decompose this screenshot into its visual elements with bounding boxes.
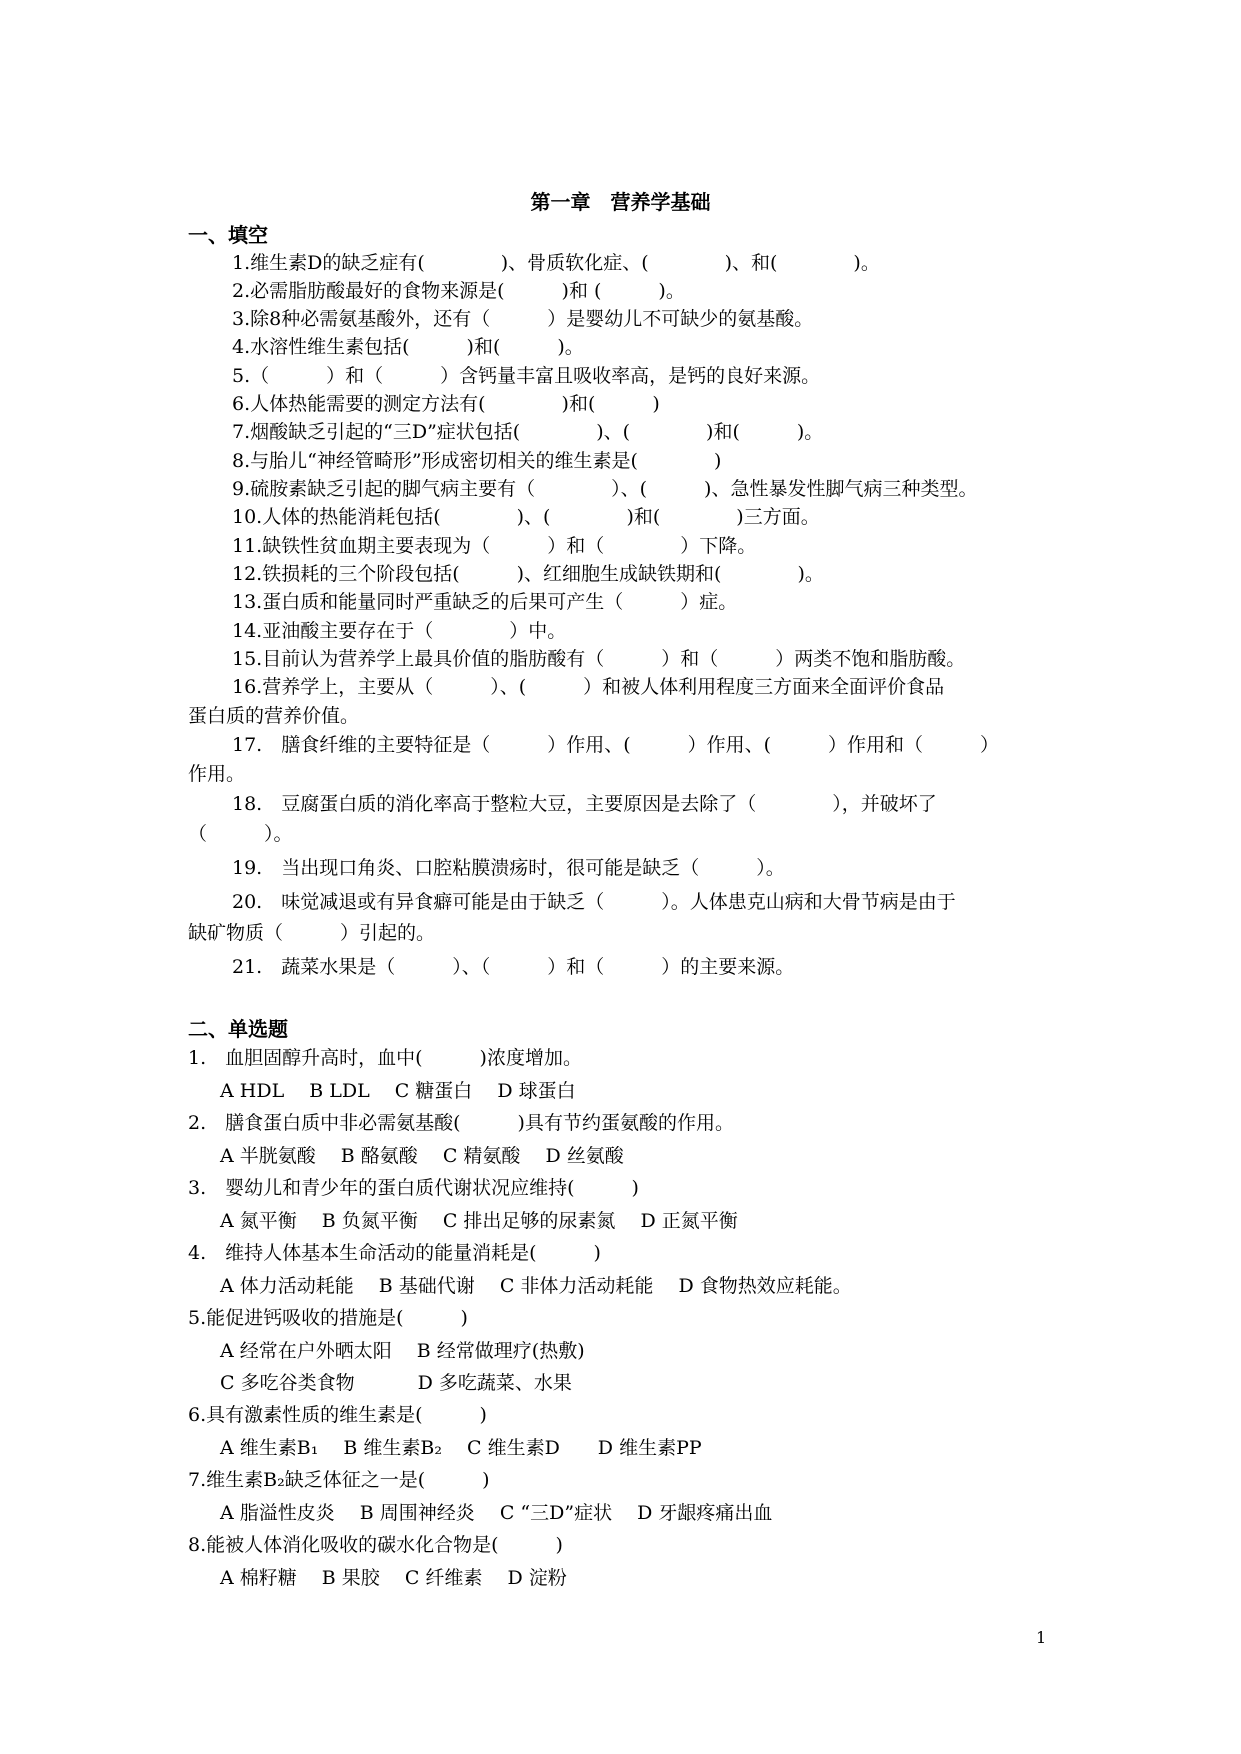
fill-item-20: 20. 味觉减退或有异食癖可能是由于缺乏（ ）。人体患克山病和大骨节病是由于 [232,891,956,913]
fill-item-8: 8.与胎儿“神经管畸形”形成密切相关的维生素是( ) [232,450,722,472]
choice-q6-options: A 维生素B₁ B 维生素B₂ C 维生素D D 维生素PP [220,1437,702,1459]
fill-item-12: 12.铁损耗的三个阶段包括( )、红细胞生成缺铁期和( )。 [232,563,824,585]
choice-q3: 3. 婴幼儿和青少年的蛋白质代谢状况应维持( ) [188,1177,639,1199]
fill-item-21: 21. 蔬菜水果是（ ）、（ ）和（ ）的主要来源。 [232,956,795,978]
page-number: 1 [1036,1628,1047,1647]
fill-item-17-cont: 作用。 [188,763,246,785]
fill-item-16: 16.营养学上，主要从（ ）、( ）和被人体利用程度三方面来全面评价食品 [232,676,945,698]
fill-item-2: 2.必需脂肪酸最好的食物来源是( )和 ( )。 [232,280,685,302]
fill-item-4: 4.水溶性维生素包括( )和( )。 [232,336,584,358]
fill-item-14: 14.亚油酸主要存在于（ ）中。 [232,620,567,642]
choice-q5-options-b: C 多吃谷类食物 D 多吃蔬菜、水果 [220,1372,572,1394]
fill-item-13: 13.蛋白质和能量同时严重缺乏的后果可产生（ ）症。 [232,591,738,613]
choice-q3-options: A 氮平衡 B 负氮平衡 C 排出足够的尿素氮 D 正氮平衡 [220,1210,738,1232]
fill-item-7: 7.烟酸缺乏引起的“三D”症状包括( )、( )和( )。 [232,421,824,443]
choice-q7: 7.维生素B₂缺乏体征之一是( ) [188,1469,490,1491]
section-fill-header: 一、填空 [188,223,268,247]
choice-q5-options-a: A 经常在户外晒太阳 B 经常做理疗(热敷) [220,1340,585,1362]
choice-q8-options: A 棉籽糖 B 果胶 C 纤维素 D 淀粉 [220,1567,567,1589]
choice-q6: 6.具有激素性质的维生素是( ) [188,1404,487,1426]
chapter-title: 第一章 营养学基础 [530,190,711,214]
fill-item-11: 11.缺铁性贫血期主要表现为（ ）和（ ）下降。 [232,535,757,557]
choice-q2-options: A 半胱氨酸 B 酪氨酸 C 精氨酸 D 丝氨酸 [220,1145,624,1167]
fill-item-6: 6.人体热能需要的测定方法有( )和( ) [232,393,660,415]
fill-item-5: 5.（ ）和（ ）含钙量丰富且吸收率高，是钙的良好来源。 [232,365,821,387]
fill-item-16-cont: 蛋白质的营养价值。 [188,705,360,727]
fill-item-20-cont: 缺矿物质（ ）引起的。 [188,922,436,944]
fill-item-10: 10.人体的热能消耗包括( )、( )和( )三方面。 [232,506,820,528]
fill-item-18-cont: （ ）。 [188,823,293,845]
fill-item-18: 18. 豆腐蛋白质的消化率高于整粒大豆，主要原因是去除了（ ），并破坏了 [232,793,937,815]
fill-item-19: 19. 当出现口角炎、口腔粘膜溃疡时，很可能是缺乏（ ）。 [232,857,785,879]
fill-item-15: 15.目前认为营养学上最具价值的脂肪酸有（ ）和（ ）两类不饱和脂肪酸。 [232,648,966,670]
choice-q2: 2. 膳食蛋白质中非必需氨基酸( )具有节约蛋氨酸的作用。 [188,1112,734,1134]
choice-q4: 4. 维持人体基本生命活动的能量消耗是( ) [188,1242,601,1264]
fill-item-3: 3.除8种必需氨基酸外，还有（ ）是婴幼儿不可缺少的氨基酸。 [232,308,814,330]
choice-q1-options: A HDL B LDL C 糖蛋白 D 球蛋白 [220,1080,576,1102]
choice-q7-options: A 脂溢性皮炎 B 周围神经炎 C “三D”症状 D 牙龈疼痛出血 [220,1502,773,1524]
section-choice-header: 二、单选题 [188,1017,288,1041]
choice-q5: 5.能促进钙吸收的措施是( ) [188,1307,468,1329]
choice-q1: 1. 血胆固醇升高时，血中( )浓度增加。 [188,1047,582,1069]
fill-item-1: 1.维生素D的缺乏症有( )、骨质软化症、( )、和( )。 [232,252,880,274]
choice-q8: 8.能被人体消化吸收的碳水化合物是( ) [188,1534,563,1556]
choice-q4-options: A 体力活动耗能 B 基础代谢 C 非体力活动耗能 D 食物热效应耗能。 [220,1275,852,1297]
fill-item-9: 9.硫胺素缺乏引起的脚气病主要有（ ）、( )、急性暴发性脚气病三种类型。 [232,478,978,500]
fill-item-17: 17. 膳食纤维的主要特征是（ ）作用、( ）作用、( ）作用和（ ） [232,734,1000,756]
